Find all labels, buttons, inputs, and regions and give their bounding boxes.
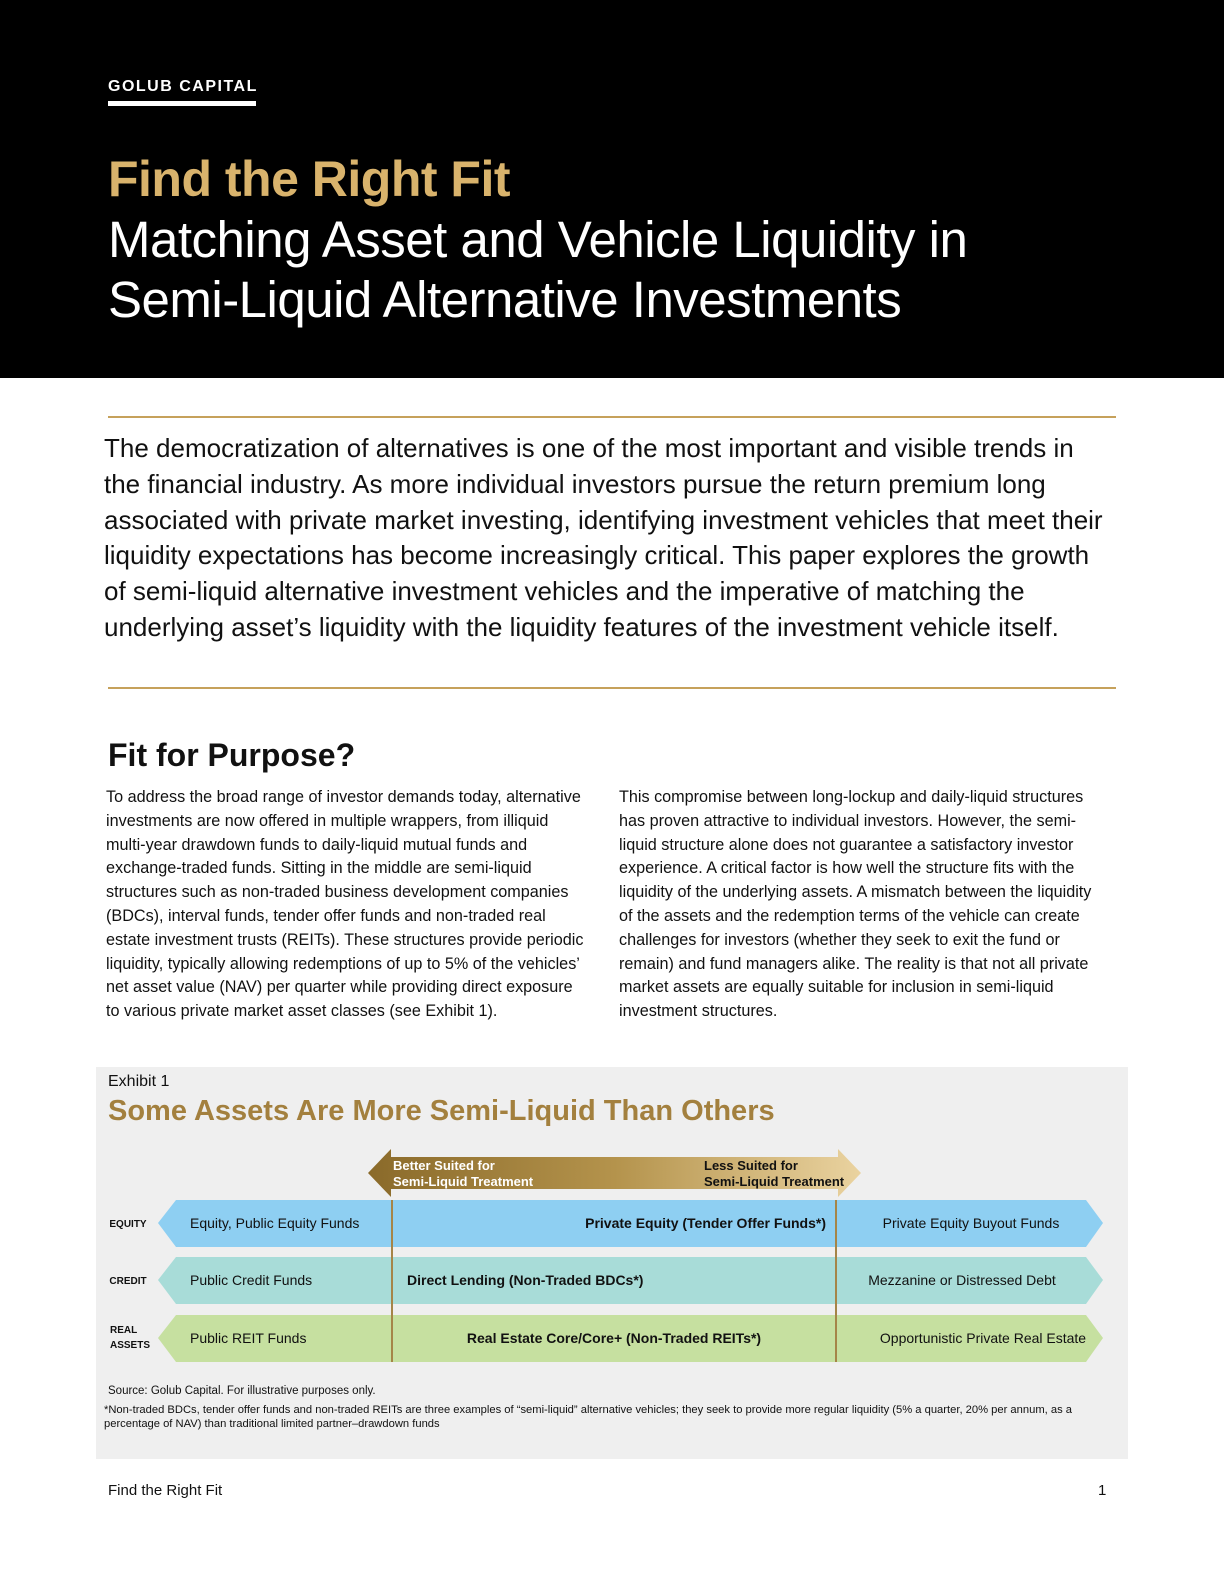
arrow-left-label-1: Better Suited for [393,1158,495,1173]
credit-middle-cell: Direct Lending (Non-Traded BDCs*) [407,1272,644,1288]
real-assets-right-cell: Opportunistic Private Real Estate [879,1330,1087,1346]
exhibit-panel [96,1067,1128,1459]
equity-left-cell: Equity, Public Equity Funds [190,1215,360,1231]
body-column-right: This compromise between long-lockup and daily-liquid structures has proven attractive to individual investors. However, the semi-liquid structure alone does not guarantee a satisfactory investor experience. A critical factor is how well the structure fits with the liquidity of the underlying assets. A mismatch between the liquidity of the assets and the redemption terms of the vehicle can create challenges for investors (whether they seek to exit the fund or remain) and fund managers alike. The reality is that not all private market assets are equally suitable for inclusion in semi-liquid investment structures. [619,788,1092,1021]
logo: GOLUB CAPITAL [108,78,258,95]
equity-middle-cell: Private Equity (Tender Offer Funds*) [585,1215,826,1231]
exhibit-footnote: *Non-traded BDCs, tender offer funds and non-traded REITs are three examples of “semi-liquid” alternative vehicles; they seek to provide more regular liquidity (5% a quarter, 20% per annum, as a percentage of NAV) than traditional limited partner–drawdown funds [104,1404,1073,1430]
body-column-left: To address the broad range of investor demands today, alternative investments are now offered in multiple wrappers, from illiquid multi-year drawdown funds to daily-liquid mutual funds and exchange-traded funds. Sitting in the middle are semi-liquid structures such as non-traded business development companies (BDCs), interval funds, tender offer funds and non-traded real estate investment trusts (REITs). These structures provide periodic liquidity, typically allowing redemptions of up to 5% of the vehicles’ net asset value (NAV) per quarter while providing direct exposure to various private market asset classes (see Exhibit 1). [106,788,584,1021]
intro-top-rule [108,416,1116,418]
exhibit-source: Source: Golub Capital. For illustrative purposes only. [108,1385,376,1397]
liquidity-arrow [368,1149,861,1197]
liquidity-diagram [96,1067,1128,1387]
subtitle-line-2: Semi-Liquid Alternative Investments [108,271,902,328]
credit-right-cell: Mezzanine or Distressed Debt [868,1272,1056,1288]
header-band [0,0,1224,378]
page-title: Find the Right Fit [108,151,511,207]
intro-paragraph: The democratization of alternatives is one of the most important and visible trends in the financial industry. As more individual investors pursue the return premium long associated with private market investing, identifying investment vehicles that meet their liquidity expectations has become increasingly critical. This paper explores the growth of semi-liquid alternative investment vehicles and the imperative of matching the underlying asset’s liquidity with the liquidity features of the investment vehicle itself. [104,433,1103,642]
logo-underline [108,101,256,106]
row-label-real: REAL [110,1325,138,1336]
page-subtitle [108,210,967,330]
arrow-right-label-1: Less Suited for [704,1158,798,1173]
section-heading: Fit for Purpose? [108,737,356,773]
arrow-left-label-2: Semi-Liquid Treatment [393,1174,534,1189]
page-number: 1 [1098,1482,1107,1499]
real-assets-middle-cell: Real Estate Core/Core+ (Non-Traded REITs*) [466,1330,762,1346]
row-label-credit: CREDIT [109,1276,147,1287]
subtitle-line-1: Matching Asset and Vehicle Liquidity in [108,211,968,268]
real-assets-left-cell: Public REIT Funds [190,1330,307,1346]
row-label-equity: EQUITY [109,1219,147,1230]
intro-bottom-rule [108,687,1116,689]
exhibit-label: Exhibit 1 [108,1073,170,1090]
arrow-right-label-2: Semi-Liquid Treatment [704,1174,845,1189]
credit-left-cell: Public Credit Funds [190,1272,313,1288]
footer-title: Find the Right Fit [108,1482,223,1499]
equity-right-cell: Private Equity Buyout Funds [882,1215,1060,1231]
exhibit-title: Some Assets Are More Semi-Liquid Than Others [108,1095,775,1127]
row-label-assets: ASSETS [110,1340,151,1351]
